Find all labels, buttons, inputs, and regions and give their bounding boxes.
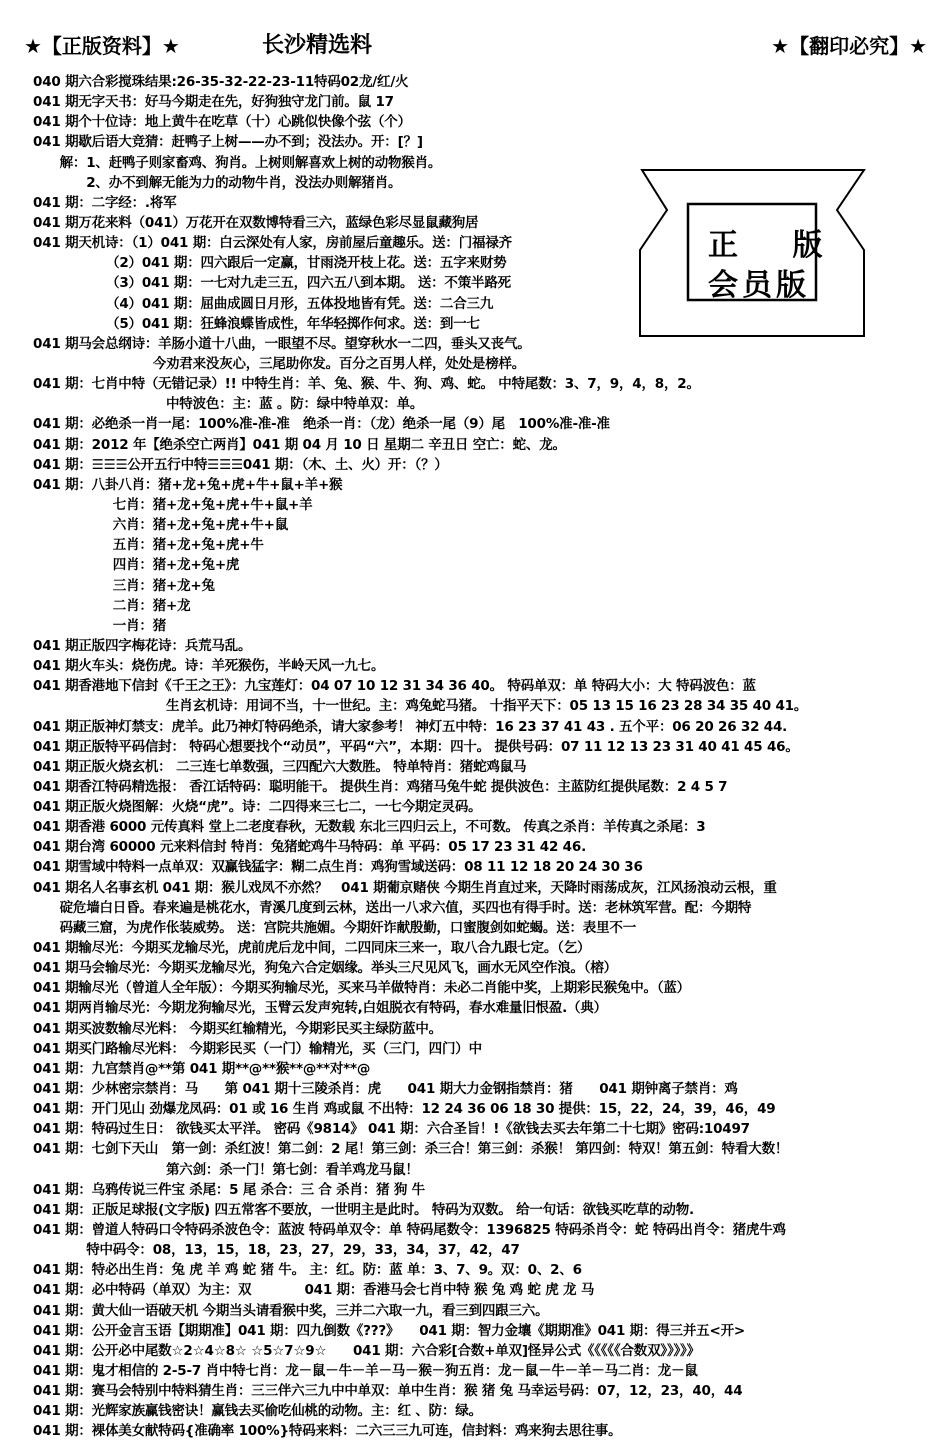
text-line: 041 期：曾道人特码口令特码杀波色令：蓝波 特码单双令：单 特码尾数令：1396825 特码杀肖令：蛇 特码出肖令：猪虎牛鸡	[33, 1222, 786, 1239]
header-right-label: ★【翻印必究】★	[771, 34, 927, 58]
text-line: 解：1、赶鸭子则家畜鸡、狗肖。上树则解喜欢上树的动物猴肖。	[33, 154, 442, 171]
text-line: 041 期：少林密宗禁肖：马 第 041 期十三陵杀肖：虎 041 期大力金钢指禁肖：猪 041 期钟离子禁肖：鸡	[33, 1081, 738, 1098]
text-line: 041 期两肖输尽光：今期龙狗输尽光，玉臂云发声宛转,白姐脱衣有特码，春水难量旧恨盈.（典）	[33, 1000, 607, 1017]
text-line: 041 期正版火烧玄机： 二三连七单数强，三四配六大数胜。 特单特肖：猪蛇鸡鼠马	[33, 758, 527, 775]
text-line: 041 期：特必出生肖：兔 虎 羊 鸡 蛇 猪 牛。 主：红。防：蓝 单：3、7、9。双：0、2、6	[33, 1262, 582, 1279]
text-line: 第六剑：杀一门！第七剑：看羊鸡龙马鼠！	[33, 1161, 419, 1178]
text-line: 041 期：七肖中特（无错记录）!! 中特生肖：羊、兔、猴、牛、狗、鸡、蛇。 中特尾数：3、7，9，4，8，2。	[33, 376, 700, 393]
text-line: 041 期天机诗：（1）041 期：白云深处有人家，房前屋后童趣乐。送：门福禄齐	[33, 235, 512, 252]
text-line: （3）041 期：一七对九走三五，四六五八到本期。 送：不策半路死	[33, 275, 511, 292]
badge-line-2: 会员版	[708, 268, 810, 303]
text-line: 041 期无字天书：好马今期走在先，好狗独守龙门前。鼠 17	[33, 94, 394, 111]
text-line: 041 期：2012 年【绝杀空亡两肖】041 期 04 月 10 日 星期二 辛丑日 空亡：蛇、龙。	[33, 436, 566, 453]
page-title: 长沙精选料	[262, 33, 373, 58]
badge-line-1: 正 版	[708, 228, 845, 263]
text-line: 041 期买门路输尽光料： 今期彩民买（一门）输精光，买（三门，四门）中	[33, 1040, 482, 1057]
text-line: 041 期：必绝杀一肖一尾：100%准-准-准 绝杀一肖：（龙）绝杀一尾（9）尾 100%准-准-准	[33, 416, 610, 433]
text-line: 一肖：猪	[33, 617, 166, 634]
text-line: 041 期火车头：烧伤虎。诗：羊死猴伤，半岭天风一九七。	[33, 658, 385, 675]
text-line: 041 期名人名事玄机 041 期：猴儿戏凤不亦然？ 041 期葡京赌侠 今期生肖直过来，天降时雨荡成灰，江风扬浪动云根，重	[33, 879, 777, 896]
text-line: 041 期输尽光：今期买龙输尽光，虎前虎后龙中间，二四同床三来一，取八合九跟七定。（乞）	[33, 940, 591, 957]
text-line: 码藏三窟，为虎作伥装威势。 送：宫院共施媚。今期奸诈献殷勤，口蜜腹剑如蛇蝎。送：表里不一	[33, 919, 636, 936]
text-line: 041 期马会输尽光：今期买龙输尽光，狗兔六合定姻缘。举头三尺见风飞，画水无风空作浪。（榕）	[33, 960, 617, 977]
text-line: 041 期：必中特码（单双）为主：双 041 期：香港马会七肖中特 猴 兔 鸡 蛇 虎 龙 马	[33, 1282, 595, 1299]
text-line: 五肖：猪+龙+兔+虎+牛	[33, 537, 264, 554]
text-line: 七肖：猪+龙+兔+虎+牛+鼠+羊	[33, 496, 313, 513]
text-line: 041 期香江特码精选报： 香江话特码：聪明能干。 提供生肖：鸡猪马兔牛蛇 提供波色：主蓝防红提供尾数：2 4 5 7	[33, 778, 728, 795]
text-line: 041 期：裸体美女献特码{准确率 100%}特码来料：二六三三九可连，信封料：鸡来狗去思往事。	[33, 1423, 622, 1440]
text-line: 041 期：光辉家族赢钱密诀！赢钱去买偷吃仙桃的动物。主：红 、防：绿。	[33, 1403, 482, 1420]
text-line: 041 期香港地下信封《千王之王》：九宝莲灯：04 07 10 12 31 34 36 40。 特码单双：单 特码大小：大 特码波色：蓝	[33, 678, 756, 695]
text-line: 041 期：九宫禁肖@**第 041 期**@**猴**@**对**@	[33, 1060, 371, 1077]
text-line: 041 期：赛马会特别中特料猜生肖：三三伴六三九中中单双：单中生肖：猴 猪 兔 马幸运号码：07，12，23，40，44	[33, 1383, 743, 1400]
text-line: 041 期买波数输尽光料： 今期买红输精光，今期彩民买主绿防蓝中。	[33, 1020, 442, 1037]
text-line: 041 期：鬼才相信的 2-5-7 肖中特七肖：龙－鼠－牛－羊－马－猴－狗五肖：龙－鼠－牛－羊－马二肖：龙－鼠	[33, 1363, 698, 1379]
text-line: 041 期：☰☰☰公开五行中特☰☰☰041 期：（木、土、火）开：（？）	[33, 456, 448, 473]
text-line: 041 期台湾 60000 元来料信封 特肖：兔猪蛇鸡牛马特码：单 平码：05 17 23 31 42 46.	[33, 839, 586, 856]
text-line: （2）041 期：四六跟后一定赢，甘雨浇开枝上花。送：五字来财势	[33, 255, 507, 272]
text-line: 041 期雪域中特料一点单双：双赢钱猛字：糊二点生肖：鸡狗雪域送码：08 11 12 18 20 24 30 36	[33, 859, 643, 876]
text-line: 041 期：公开必中尾数☆2☆4☆8☆ ☆5☆7☆9☆ 041 期：六合彩[合数+单双]怪异公式《《《《《合数双》》》》》	[33, 1342, 700, 1359]
text-line: 041 期：二字经：.将军	[33, 194, 177, 211]
text-line: 六肖：猪+龙+兔+虎+牛+鼠	[33, 517, 289, 534]
document-body	[33, 72, 933, 1442]
text-line: 041 期正版火烧图解：火烧“虎”。诗：二四得来三七二，一七今期定灵码。	[33, 799, 482, 816]
text-line: 041 期：七剑下天山 第一剑：杀红波！第二剑：2 尾！第三剑：杀三合！第三剑：杀猴！ 第四剑：特双！第五剑：特看大数！	[33, 1141, 789, 1158]
text-line: 041 期万花来料（041）万花开在双数博特看三六，蓝绿色彩尽显鼠藏狗居	[33, 214, 479, 231]
text-line: 041 期正版特平码信封： 特码心想要找个“动员”，平码“六”，本期：四十。 提供号码：07 11 12 13 23 31 40 41 45 46。	[33, 738, 799, 755]
text-line: 二肖：猪+龙	[33, 597, 191, 614]
text-line: 碇危墙白日昏。春来遍是桃花水，青溪几度到云林，送出一八求六值，买四也有得手时。送：老林筑军营。配：今期特	[33, 899, 752, 916]
text-line: 生肖玄机诗：用词不当，十一世纪。主：鸡兔蛇马猪。 十指平天下：05 13 15 16 23 28 34 35 40 41。	[33, 698, 808, 715]
text-line: 四肖：猪+龙+兔+虎	[33, 557, 240, 574]
text-line: 中特波色：主：蓝 。防：绿中特单双：单。	[33, 396, 424, 413]
text-line: 040 期六合彩搅珠结果:26-35-32-22-23-11特码02龙/红/火	[33, 74, 409, 90]
text-line: 041 期：乌鸦传说三件宝 杀尾：5 尾 杀合：三 合 杀肖：猪 狗 牛	[33, 1181, 425, 1198]
text-line: 041 期个十位诗：地上黄牛在吃草（十）心跳似快像个弦（个）	[33, 114, 411, 131]
text-line: 三肖：猪+龙+兔	[33, 577, 215, 594]
text-line: 041 期香港 6000 元传真料 堂上二老度春秋，无数载 东北三四归云上，不可数。 传真之杀肖：羊传真之杀尾：3	[33, 819, 706, 836]
text-line: 041 期：开门见山 劲爆龙凤码：01 或 16 生肖 鸡或鼠 不出特：12 24 36 06 18 30 提供：15，22，24，39，46，49	[33, 1101, 776, 1118]
header-left-label: ★【正版资料】★	[24, 34, 180, 58]
text-line: 2、办不到解无能为力的动物牛肖，没法办则解猪肖。	[33, 174, 402, 191]
page-header	[0, 22, 949, 62]
text-line: （4）041 期：屈曲成圆日月形，五体投地皆有凭。送：二合三九	[33, 295, 494, 312]
text-line: 041 期正版四字梅花诗：兵荒马乱。	[33, 637, 252, 654]
text-line: 特中码令：08，13，15，18，23，27，29，33，34，37，42，47	[33, 1242, 520, 1259]
text-line: 041 期：公开金言玉语【期期准】041 期：四九倒数《???》 041 期：智力金壤《期期准》041 期：得三并五<开>	[33, 1322, 745, 1339]
text-line: 041 期马会总纲诗：羊肠小道十八曲，一眼望不尽。望穿秋水一二四，垂头又丧气。	[33, 335, 531, 352]
text-line: 041 期：正版足球报(文字版) 四五常客不要放，一世明主是此时。 特码为双数。 给一句话：欲钱买吃草的动物.	[33, 1201, 694, 1218]
text-line: 041 期歇后语大竞猜：赶鸭子上树——办不到；没法办。开：[？]	[33, 134, 423, 151]
text-line: 041 期：黄大仙一语破天机 今期当头请看猴中奖，三并二六取一九，看三到四跟三六。	[33, 1302, 549, 1319]
text-line: 041 期：八卦八肖：猪+龙+兔+虎+牛+鼠+羊+猴	[33, 476, 343, 493]
text-line: 041 期：特码过生日： 欲钱买太平洋。 密码《9814》 041 期：六合圣旨！!《欲钱去买去年第二十七期》密码:10497	[33, 1121, 750, 1138]
text-line: 041 期输尽光（曾道人全年版）：今期买狗输尽光，买来马羊做特肖：未必二肖能中奖，上期彩民猴兔中。（蓝）	[33, 980, 690, 997]
text-line: （5）041 期：狂蜂浪蝶皆成性，年华轻掷作何求。送：到一七	[33, 315, 480, 332]
text-line: 041 期正版神灯禁支：虎羊。此乃神灯特码绝杀，请大家参考！ 神灯五中特：16 23 37 41 43 . 五个平：06 20 26 32 44.	[33, 718, 788, 735]
text-line: 今劝君来没灰心，三尾助你发。百分之百男人样，处处是榜样。	[33, 355, 526, 372]
